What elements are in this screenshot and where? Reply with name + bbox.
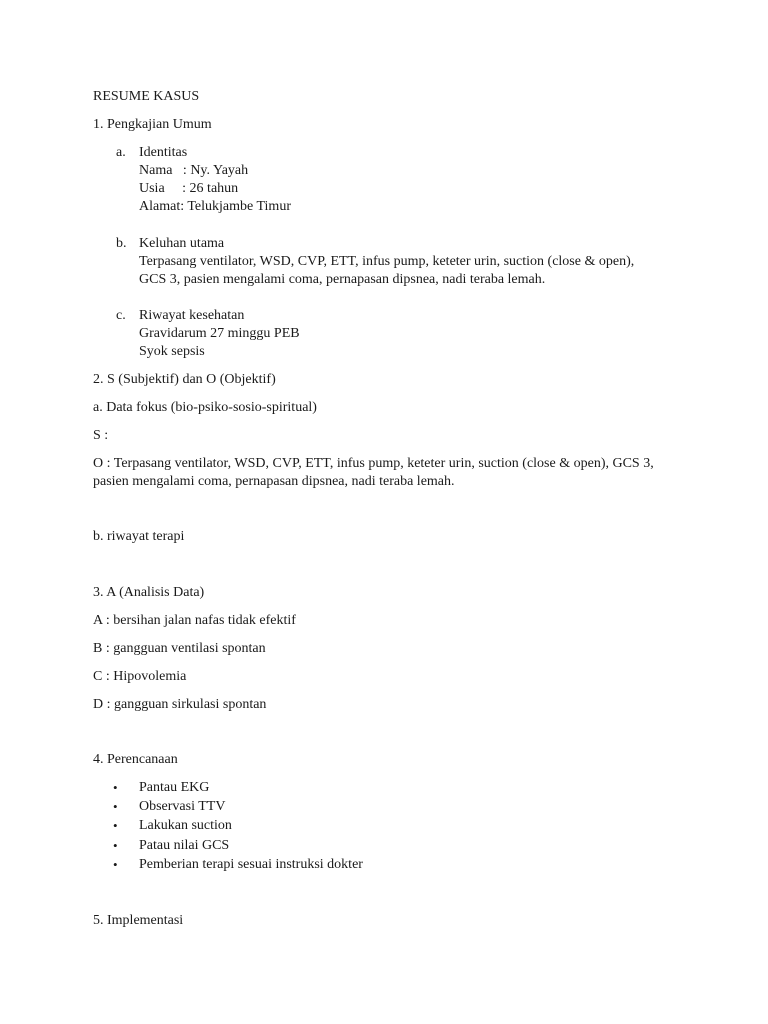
section-2-heading: 2. S (Subjektif) dan O (Objektif) (93, 372, 276, 387)
section-5-heading: 5. Implementasi (93, 913, 184, 928)
analisis-b: B : gangguan ventilasi spontan (93, 641, 266, 656)
keluhan-label: Keluhan utama (139, 236, 225, 251)
bullet-icon: • (113, 818, 118, 833)
item-a-marker: a. (116, 145, 126, 160)
bullet-icon: • (113, 838, 118, 853)
plan-item: Pemberian terapi sesuai instruksi dokter (139, 857, 363, 872)
analisis-a: A : bersihan jalan nafas tidak efektif (93, 613, 296, 628)
alamat-line: Alamat: Telukjambe Timur (139, 199, 291, 214)
usia-line: Usia : 26 tahun (139, 181, 239, 196)
riwayat-line-2: Syok sepsis (139, 344, 205, 359)
section-3-heading: 3. A (Analisis Data) (93, 585, 205, 600)
plan-item: Patau nilai GCS (139, 838, 230, 853)
bullet-icon: • (113, 857, 118, 872)
section-1-heading: 1. Pengkajian Umum (93, 117, 212, 132)
identitas-label: Identitas (139, 145, 188, 160)
bullet-icon: • (113, 780, 118, 795)
riwayat-terapi-line: b. riwayat terapi (93, 529, 185, 544)
keluhan-text: Terpasang ventilator, WSD, CVP, ETT, infus pump, keteter urin, suction (close & open), GCS 3, pasien mengalami coma, pernapasan dipsnea, nadi teraba lemah. (139, 254, 635, 287)
objektif-paragraph: O : Terpasang ventilator, WSD, CVP, ETT, infus pump, keteter urin, suction (close & open), GCS 3, pasien mengalami coma, pernapasan dipsnea, nadi teraba lemah. (93, 456, 654, 489)
document-title: RESUME KASUS (93, 89, 200, 104)
nama-line: Nama : Ny. Yayah (139, 163, 249, 178)
subjektif-line: S : (93, 428, 109, 443)
riwayat-kesehatan-label: Riwayat kesehatan (139, 308, 245, 323)
item-b-marker: b. (116, 236, 127, 251)
bullet-icon: • (113, 799, 118, 814)
plan-item: Pantau EKG (139, 780, 210, 795)
plan-item: Lakukan suction (139, 818, 232, 833)
analisis-d: D : gangguan sirkulasi spontan (93, 697, 267, 712)
plan-item: Observasi TTV (139, 799, 226, 814)
analisis-c: C : Hipovolemia (93, 669, 187, 684)
section-4-heading: 4. Perencanaan (93, 752, 178, 767)
item-c-marker: c. (116, 308, 126, 323)
riwayat-line-1: Gravidarum 27 minggu PEB (139, 326, 300, 341)
data-fokus-line: a. Data fokus (bio-psiko-sosio-spiritual) (93, 400, 317, 415)
